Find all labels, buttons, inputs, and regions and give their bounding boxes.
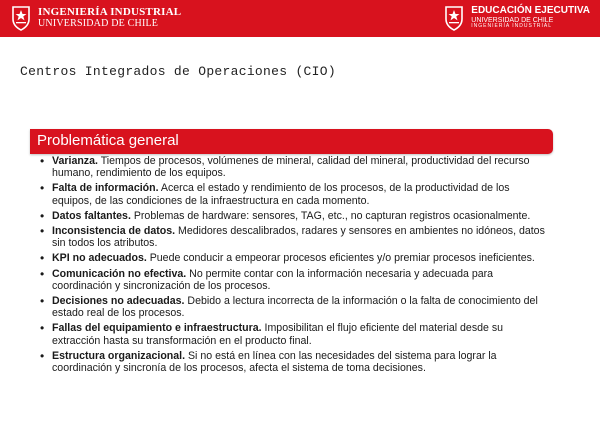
list-item bbox=[38, 350, 552, 374]
bullet-text: Problemas de hardware: sensores, TAG, etc., no capturan registros ocasionalmente. bbox=[130, 209, 531, 222]
bullet-icon: • bbox=[40, 266, 45, 281]
bullet-text: Acerca el estado y rendimiento de los procesos, de la productividad de los equipos, de las condiciones de la infraestructura en cada momento. bbox=[52, 182, 510, 207]
bullet-term: Datos faltantes. bbox=[52, 209, 131, 222]
bullet-icon: • bbox=[40, 251, 45, 266]
bullet-icon: • bbox=[40, 181, 45, 196]
bullet-text: Si no está en línea con las necesidades del sistema para lograr la coordinación y sincronía de los procesos, afecta el sistema de toma decisiones. bbox=[52, 349, 497, 375]
bullet-text: No permite contar con la información necesaria y adecuada para coordinación y sincronización de los procesos. bbox=[52, 267, 494, 292]
bullet-term: Varianza. bbox=[52, 155, 98, 167]
bullet-term: Falta de información. bbox=[52, 182, 159, 195]
bullet-term: Inconsistencia de datos. bbox=[52, 225, 176, 238]
brand-educacion-ejecutiva bbox=[443, 4, 590, 32]
bullet-text: Tiempos de procesos, volúmenes de mineral, calidad del mineral, productividad del recurso humano, rendimiento de los equipos. bbox=[52, 155, 530, 180]
bullet-text: Debido a lectura incorrecta de la información o la falta de conocimiento del estado real de los procesos. bbox=[52, 295, 538, 320]
brand-right-line1: EDUCACIÓN EJECUTIVA bbox=[471, 5, 590, 17]
bullet-icon: • bbox=[40, 208, 45, 223]
bullet-term: Comunicación no efectiva. bbox=[52, 267, 187, 280]
list-item bbox=[38, 252, 552, 264]
bullet-term: Fallas del equipamiento e infraestructura. bbox=[52, 322, 262, 335]
list-item bbox=[38, 155, 552, 179]
bullet-text: Imposibilitan el flujo eficiente del material desde su extracción hasta su transformación en el producto final. bbox=[52, 322, 504, 347]
brand-right-line2: UNIVERSIDAD DE CHILE bbox=[471, 16, 554, 24]
bullet-icon: • bbox=[40, 294, 45, 309]
bullet-icon: • bbox=[40, 321, 45, 336]
bullet-icon: • bbox=[40, 348, 45, 363]
brand-left-line1: INGENIERÍA INDUSTRIAL bbox=[38, 5, 182, 18]
bullet-term: Estructura organizacional. bbox=[52, 349, 186, 362]
list-item bbox=[38, 322, 552, 346]
brand-right-line3: INGENIERÍA INDUSTRIAL bbox=[471, 23, 553, 30]
brand-left-line2: UNIVERSIDAD DE CHILE bbox=[38, 17, 159, 29]
section-header bbox=[30, 129, 553, 154]
bullet-icon: • bbox=[40, 224, 45, 239]
bullet-text: Medidores descalibrados, radares y sensores en ambientes no idóneos, datos sin todos los atributos. bbox=[52, 225, 545, 250]
list-item bbox=[38, 225, 552, 249]
bullet-term: Decisiones no adecuadas. bbox=[52, 295, 185, 308]
list-item bbox=[38, 295, 552, 319]
bullet-term: KPI no adecuados. bbox=[52, 252, 147, 265]
bullet-text: Puede conducir a empeorar procesos eficientes y/o premiar procesos ineficientes. bbox=[146, 252, 535, 265]
university-crest-icon bbox=[10, 4, 32, 32]
bullet-list bbox=[38, 155, 552, 377]
brand-ingenieria-industrial bbox=[10, 4, 181, 32]
section-title: Problemática general bbox=[37, 132, 179, 149]
slide-title: Centros Integrados de Operaciones (CIO) bbox=[20, 64, 336, 79]
bullet-icon: • bbox=[40, 154, 45, 168]
list-item bbox=[38, 182, 552, 206]
header-bar bbox=[0, 0, 600, 37]
list-item bbox=[38, 268, 552, 292]
list-item bbox=[38, 210, 552, 222]
university-crest-icon bbox=[443, 4, 465, 32]
